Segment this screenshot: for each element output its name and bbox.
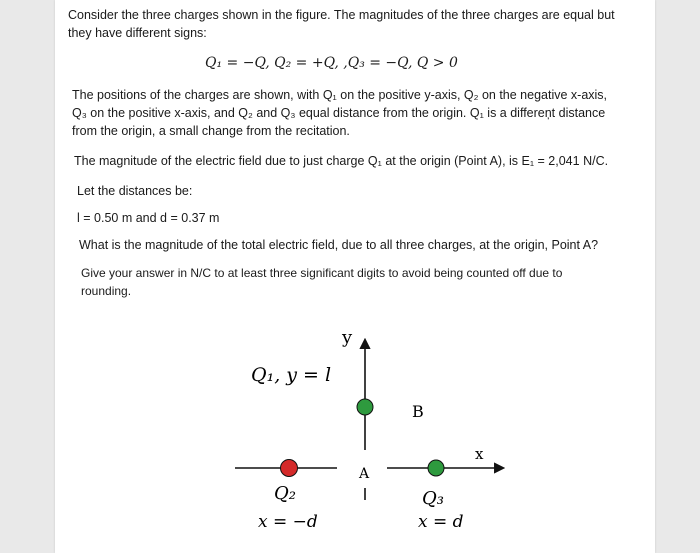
question-text: What is the magnitude of the total electric field, due to all three charges, at the origin, Point A? <box>79 238 599 252</box>
q2-charge-marker <box>281 460 298 477</box>
q3-position: x = d <box>418 512 464 532</box>
distances-values: l = 0.50 m and d = 0.37 m <box>77 211 220 225</box>
distances-intro: Let the distances be: <box>77 184 193 198</box>
intro-line-2: they have different signs: <box>68 26 207 40</box>
instruction-line-1: Give your answer in N/C to at least three significant digits to avoid being counted off due to <box>81 266 563 280</box>
positions-line-1: The positions of the charges are shown, with Q₁ on the positive y-axis, Q₂ on the negative x-axis, <box>72 88 608 102</box>
q1-charge-marker <box>357 399 373 415</box>
q2-position: x = −d <box>258 512 318 532</box>
positions-line-2: Q₃ on the positive x-axis, and Q₂ and Q₃ equal distance from the origin. Q₁ is a differeņt distance <box>72 106 606 120</box>
point-a-label: A <box>359 466 370 482</box>
q3-charge-marker <box>428 460 444 476</box>
q3-label: Q₃ <box>422 488 444 509</box>
y-axis-label: y <box>342 327 353 348</box>
x-axis-label: x <box>475 445 484 463</box>
q2-label: Q₂ <box>274 483 296 504</box>
intro-line-1: Consider the three charges shown in the figure. The magnitudes of the three charges are equal but <box>68 8 615 22</box>
problem-page <box>55 0 655 553</box>
charge-equation: Q₁ = −Q, Q₂ = +Q, ,Q₃ = −Q, Q > 0 <box>205 55 458 71</box>
positions-line-3: from the origin, a small change from the recitation. <box>72 124 350 138</box>
point-b-label: B <box>412 402 424 421</box>
instruction-line-2: rounding. <box>81 284 132 298</box>
q1-label: Q₁, y = l <box>251 364 332 386</box>
field-statement: The magnitude of the electric field due to just charge Q₁ at the origin (Point A), is E₁ = 2,041 N/C. <box>74 154 609 168</box>
